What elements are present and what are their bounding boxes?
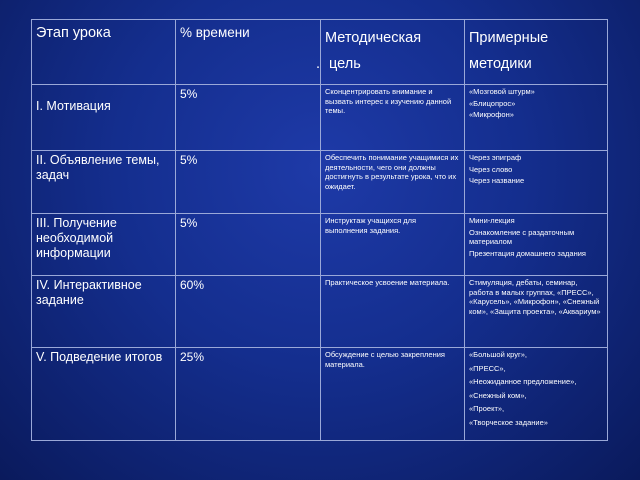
methods-cell	[465, 276, 608, 348]
time-cell: 5%	[176, 85, 321, 151]
method-item: Через слово	[469, 164, 513, 174]
methods-cell	[465, 214, 608, 276]
table-header-row	[32, 20, 608, 85]
method-item: «Микрофон»	[469, 110, 514, 119]
method-item: Через название	[469, 176, 525, 185]
methods-cell	[465, 151, 608, 214]
method-item: «Проект»,	[469, 404, 505, 413]
method-item: «ПРЕСС»,	[469, 363, 506, 373]
time-cell: 25%	[176, 348, 321, 441]
goal-cell: Сконцентрировать внимание и вызвать интерес к изучению данной темы.	[321, 85, 465, 151]
method-item: «Большой круг»,	[469, 350, 527, 359]
goal-cell: Практическое усвоение материала.	[321, 276, 465, 348]
goal-cell: Инструктаж учащихся для выполнения задания.	[321, 214, 465, 276]
time-cell: 5%	[176, 151, 321, 214]
method-item: Ознакомление с раздаточным материалом	[469, 227, 575, 246]
method-item: Стимуляция, дебаты, семинар, работа в малых группах, «ПРЕСС», «Карусель», «Микрофон», «Снежный ком», «Защита проекта», «Аквариум»	[469, 278, 601, 316]
goal-cell: Обсуждение с целью закрепления материала.	[321, 348, 465, 441]
method-item: «Мозговой штурм»	[469, 87, 535, 96]
stage-cell: I. Мотивация	[32, 85, 176, 151]
table-row	[32, 214, 608, 276]
method-item: «Блицопрос»	[469, 98, 516, 108]
table-row	[32, 276, 608, 348]
lesson-stages-table	[31, 19, 608, 441]
header-time-percent: % времени	[176, 20, 321, 85]
header-stage: Этап урока	[32, 20, 176, 85]
time-cell: 60%	[176, 276, 321, 348]
header-goal-dot: .	[316, 56, 321, 72]
header-methods-line2: методики	[469, 56, 532, 72]
stage-cell: IV. Интерактивное задание	[32, 276, 176, 348]
table-row	[32, 85, 608, 151]
header-goal-line2	[316, 51, 460, 77]
methods-cell	[465, 348, 608, 441]
header-methods-line1: Примерные	[469, 30, 549, 46]
time-cell: 5%	[176, 214, 321, 276]
header-methodical-goal	[316, 20, 465, 85]
goal-cell: Обеспечить понимание учащимися их деятельности, чего они должны достигнуть в результате урока, что их ожидает.	[321, 151, 465, 214]
header-goal-line1: Методическая	[325, 30, 422, 46]
header-goal-word: цель	[329, 56, 361, 72]
stage-cell: II. Объявление темы, задач	[32, 151, 176, 214]
method-item: «Снежный ком»,	[469, 390, 527, 400]
method-item: Через эпиграф	[469, 153, 522, 162]
stage-cell: V. Подведение итогов	[32, 348, 176, 441]
table-row	[32, 151, 608, 214]
table-row	[32, 348, 608, 441]
methods-cell	[465, 85, 608, 151]
method-item: Мини-лекция	[469, 216, 515, 225]
header-methods	[465, 20, 608, 85]
method-item: «Творческое задание»	[469, 417, 548, 427]
stage-cell: III. Получение необходимой информации	[32, 214, 176, 276]
method-item: Презентация домашнего задания	[469, 248, 586, 258]
method-item: «Неожиданное предложение»,	[469, 377, 577, 386]
